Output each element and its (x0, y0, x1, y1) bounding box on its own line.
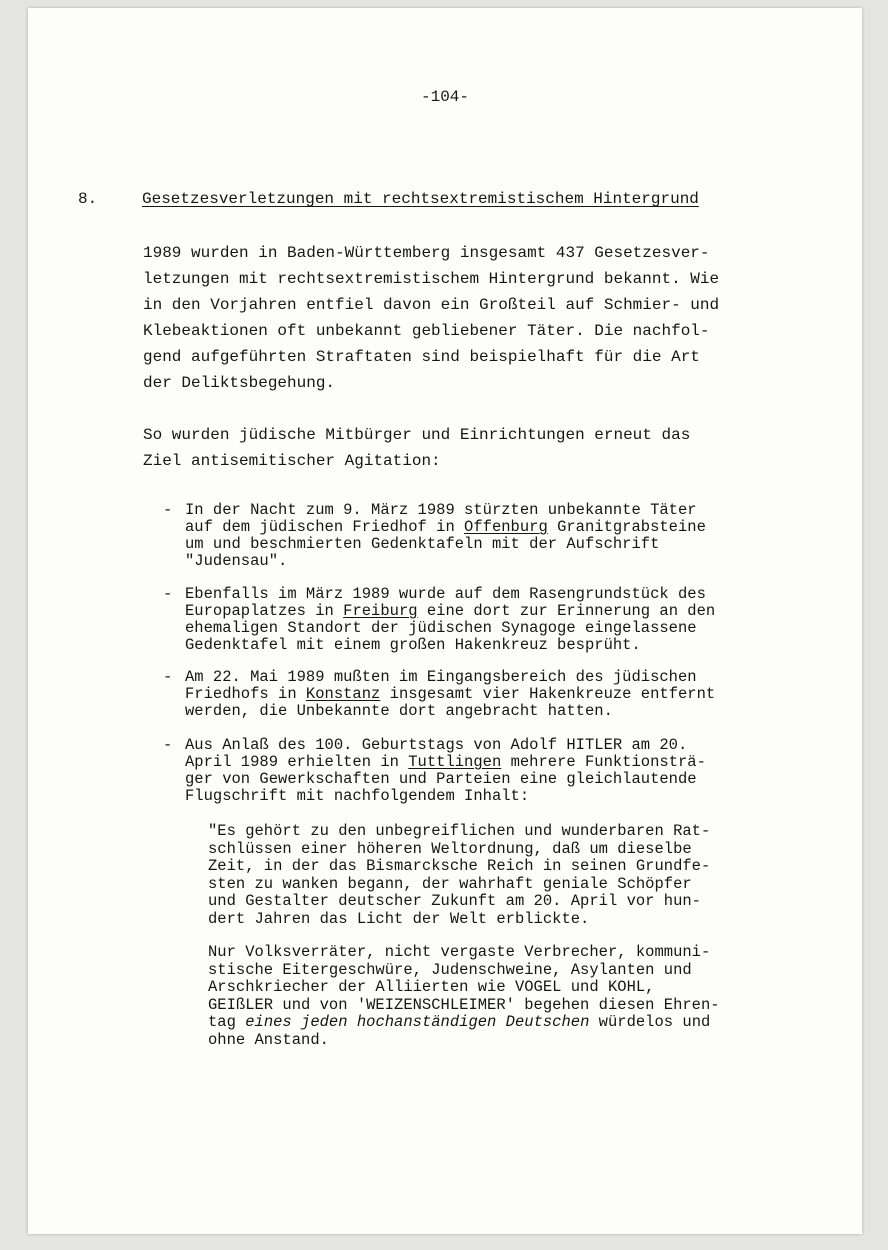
quoted-text (208, 944, 828, 1049)
text-line: dert Jahren das Licht der Welt erblickte. (208, 909, 590, 928)
text-line: Gedenktafel mit einem großen Hakenkreuz besprüht. (185, 636, 641, 654)
place-name: Tuttlingen (408, 753, 502, 771)
text-line: Arschkriecher der Alliierten wie VOGEL und KOHL, (208, 978, 655, 996)
lead-paragraph (143, 422, 783, 474)
section-number: 8. (78, 190, 98, 208)
text-line: Friedhofs in Konstanz insgesamt vier Hakenkreuze entfernt (185, 685, 716, 703)
document-page (28, 8, 862, 1234)
text-line: "Es gehört zu den unbegreiflichen und wunderbaren Rat- (208, 822, 711, 840)
section-title: Gesetzesverletzungen mit rechtsextremistischem Hintergrund (142, 190, 699, 208)
text-line: der Deliktsbegehung. (143, 374, 336, 392)
text-line: werden, die Unbekannte dort angebracht hatten. (185, 702, 613, 720)
bullet-dash: - (163, 736, 173, 754)
text-line: GEIßLER und von 'WEIZENSCHLEIMER' begehen diesen Ehren- (208, 995, 720, 1014)
text-line: tag eines jeden hochanständigen Deutschen würdelos und (208, 1013, 711, 1031)
place-name: Offenburg (464, 518, 548, 536)
text-line: auf dem jüdischen Friedhof in Offenburg Granitgrabsteine (185, 518, 706, 536)
place-name: Freiburg (343, 602, 418, 620)
text-line: ohne Anstand. (208, 1030, 329, 1049)
text-line: Zeit, in der das Bismarcksche Reich in seinen Grundfe- (208, 857, 711, 875)
text-line: Ziel antisemitischer Agitation: (143, 452, 441, 470)
text-line: Nur Volksverräter, nicht vergaste Verbrecher, kommuni- (208, 943, 711, 961)
list-item-text (185, 669, 715, 720)
list-item-text (185, 502, 706, 570)
place-name: Konstanz (305, 685, 381, 703)
page-number: -104- (420, 88, 469, 106)
bullet-dash: - (163, 501, 173, 519)
text-line: ger von Gewerkschaften und Parteien eine gleichlautende (185, 770, 697, 788)
text-line: in den Vorjahren entfiel davon ein Großteil auf Schmier- und (143, 296, 720, 314)
text-line: stische Eitergeschwüre, Judenschweine, Asylanten und (208, 960, 692, 979)
text-line: Flugschrift mit nachfolgendem Inhalt: (185, 787, 530, 805)
text-line: 1989 wurden in Baden-Württemberg insgesamt 437 Gesetzesver- (143, 244, 710, 262)
intro-paragraph (143, 240, 783, 396)
text-line: schlüssen einer höheren Weltordnung, daß um dieselbe (208, 839, 692, 858)
quoted-text (208, 823, 828, 928)
text-line: Klebeaktionen oft unbekannt gebliebener Täter. Die nachfol- (143, 322, 710, 340)
bullet-dash: - (163, 585, 173, 603)
italic-phrase: eines jeden hochanständigen Deutschen (245, 1013, 590, 1031)
text-line: April 1989 erhielten in Tuttlingen mehrere Funktionsträ- (185, 753, 706, 771)
text-line: und Gestalter deutscher Zukunft am 20. April vor hun- (208, 892, 701, 910)
text-line: In der Nacht zum 9. März 1989 stürzten unbekannte Täter (185, 501, 697, 519)
text-line: Ebenfalls im März 1989 wurde auf dem Rasengrundstück des (185, 585, 706, 603)
text-line: Am 22. Mai 1989 mußten im Eingangsbereich des jüdischen (185, 668, 697, 686)
text-line: letzungen mit rechtsextremistischem Hintergrund bekannt. Wie (143, 270, 720, 288)
text-line: "Judensau". (185, 552, 288, 570)
text-line: Aus Anlaß des 100. Geburtstags von Adolf HITLER am 20. (185, 736, 688, 754)
bullet-dash: - (163, 668, 173, 686)
text-line: sten zu wanken begann, der wahrhaft geniale Schöpfer (208, 874, 692, 893)
text-line: um und beschmierten Gedenktafeln mit der Aufschrift (185, 535, 660, 553)
list-item-text (185, 586, 715, 654)
text-line: ehemaligen Standort der jüdischen Synagoge eingelassene (185, 619, 697, 637)
list-item-text (185, 737, 706, 805)
text-line: gend aufgeführten Straftaten sind beispielhaft für die Art (143, 348, 700, 366)
text-line: So wurden jüdische Mitbürger und Einrichtungen erneut das (143, 426, 691, 444)
text-line: Europaplatzes in Freiburg eine dort zur Erinnerung an den (185, 602, 716, 620)
